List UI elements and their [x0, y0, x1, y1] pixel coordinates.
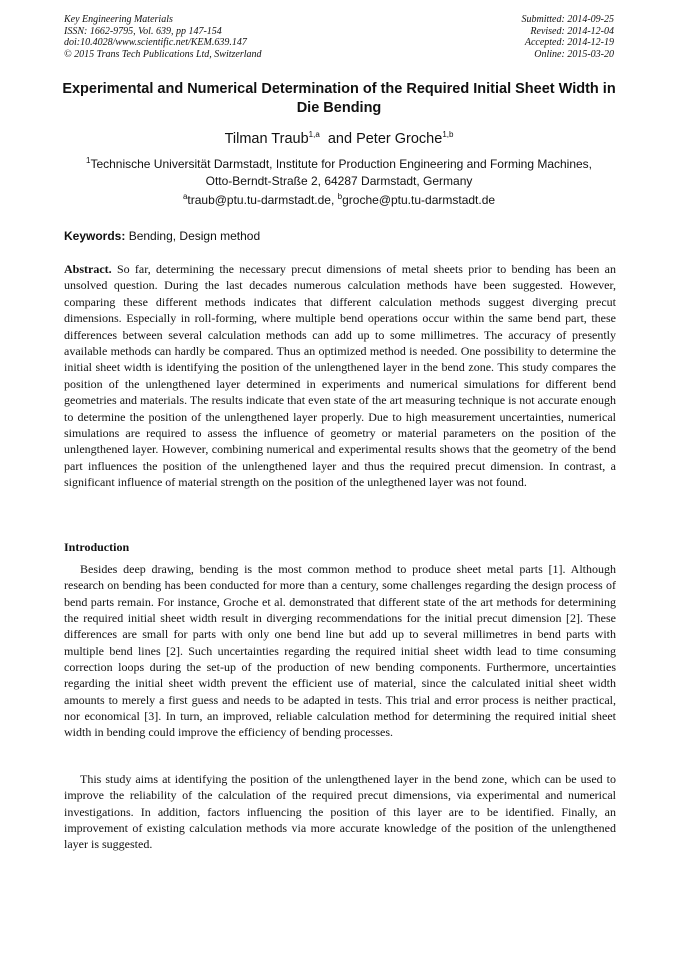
date-revised: Revised: 2014-12-04 [530, 25, 614, 37]
abstract-label: Abstract. [64, 262, 112, 276]
keywords [64, 228, 616, 244]
affiliation-line-1: Technische Universität Darmstadt, Institute for Production Engineering and Forming Machines, [90, 157, 593, 171]
journal-doi: doi:10.4028/www.scientific.net/KEM.639.147 [64, 37, 247, 48]
journal-copyright: © 2015 Trans Tech Publications Ltd, Switzerland [64, 48, 262, 60]
date-submitted: Submitted: 2014-09-25 [521, 14, 614, 25]
abstract [64, 261, 616, 491]
journal-issn: ISSN: 1662-9795, Vol. 639, pp 147-154 [64, 25, 222, 37]
email-b-superscript: b [337, 192, 343, 201]
date-accepted: Accepted: 2014-12-19 [524, 37, 614, 48]
email-a[interactable]: traub@ptu.tu-darmstadt.de, [187, 193, 335, 207]
affiliation [60, 156, 618, 190]
affiliation-line-2: Otto-Berndt-Straße 2, 64287 Darmstadt, Germany [205, 174, 473, 188]
section-heading-introduction: Introduction [64, 540, 130, 554]
author-conjunction: and [327, 131, 353, 147]
keywords-text: Bending, Design method [128, 229, 261, 243]
email-line [60, 192, 618, 208]
submission-dates [522, 14, 615, 60]
email-b[interactable]: groche@ptu.tu-darmstadt.de [342, 193, 496, 207]
abstract-text: So far, determining the necessary precut dimensions of metal sheets prior to bending has been an unsolved question. During the last decades numerous calculation methods have been suggested. However, comparing these different methods indicates that different calculation methods suggest diverging precut dimensions. Especially in roll-forming, where multiple bend operations occur within the same bend part, these differences between several calculation methods can add up to some millimetres. The accuracy of presently available methods can hardly be compared. Thus an optimized method is needed. One possibility to determine the initial sheet width is identifying the position of the unlengthened layer in the bend zone. This study compares the position of the unlengthened layer determined in experiments and numerical simulations for different bend geometries and materials. The results indicate that even state of the art measuring technique is not accurate enough to determine the position of the unlengthened layer properly. Due to high measurement uncertainties, numerical simulations are required to assess the influence of geometry or material parameters on the position of the unlengthened layer. However, combining numerical and experimental results shows that the geometry of the bend part influences the position of the unlengthened layer and thus the required precut dimension. In contrast, a significant influence of material strength on the position of the unlegthened layer was not found. [64, 262, 617, 490]
author-2: Peter Groche [356, 131, 443, 147]
paper-title: Experimental and Numerical Determination of the Required Initial Sheet Width in Die Bending [62, 81, 616, 116]
email-a-superscript: a [182, 192, 188, 201]
journal-info [64, 14, 262, 60]
journal-name: Key Engineering Materials [64, 14, 173, 25]
affiliation-superscript: 1 [85, 156, 91, 165]
author-1: Tilman Traub [224, 131, 309, 147]
introduction-paragraph-1: Besides deep drawing, bending is the most common method to produce sheet metal parts [1]. Although research on bending has been conducted for more than a century, some challenges regarding the design process of bend parts remain. For instance, Groche et al. demonstrated that different state of the art methods for determining the required initial sheet width result in diverging recommendations for the initial precut dimension [2]. These differences are small for parts with only one bend line but add up to several millimetres in bend parts with multiple bend lines [2]. Such uncertainties regarding the required initial sheet width lead to time consuming correction loops during the set-up of the production of new bending components. Furthermore, uncertainties regarding the initial sheet width prevent the efficient use of material, since the calculated initial sheet width amounts to merely a first guess and needs to be adapted in tests. This trial and error process is neither practical, nor economical [3]. In turn, an improved, reliable calculation method for determining the required initial sheet width in bending could improve the efficiency of bending processes. [64, 562, 616, 740]
author-1-superscript: 1,a [308, 130, 320, 140]
keywords-label: Keywords: [64, 229, 126, 243]
author-line [60, 130, 618, 148]
date-online: Online: 2015-03-20 [534, 48, 614, 60]
author-2-superscript: 1,b [442, 130, 454, 140]
introduction-paragraph-2: This study aims at identifying the position of the unlengthened layer in the bend zone, which can be used to improve the reliability of the calculation of the required precut dimensions, via experimental and numerical investigations. In addition, factors influencing the position of this layer are to be identified. Finally, an improvement of existing calculation methods via more accurate knowledge of the position of the unlengthened layer is suggested. [64, 772, 616, 852]
